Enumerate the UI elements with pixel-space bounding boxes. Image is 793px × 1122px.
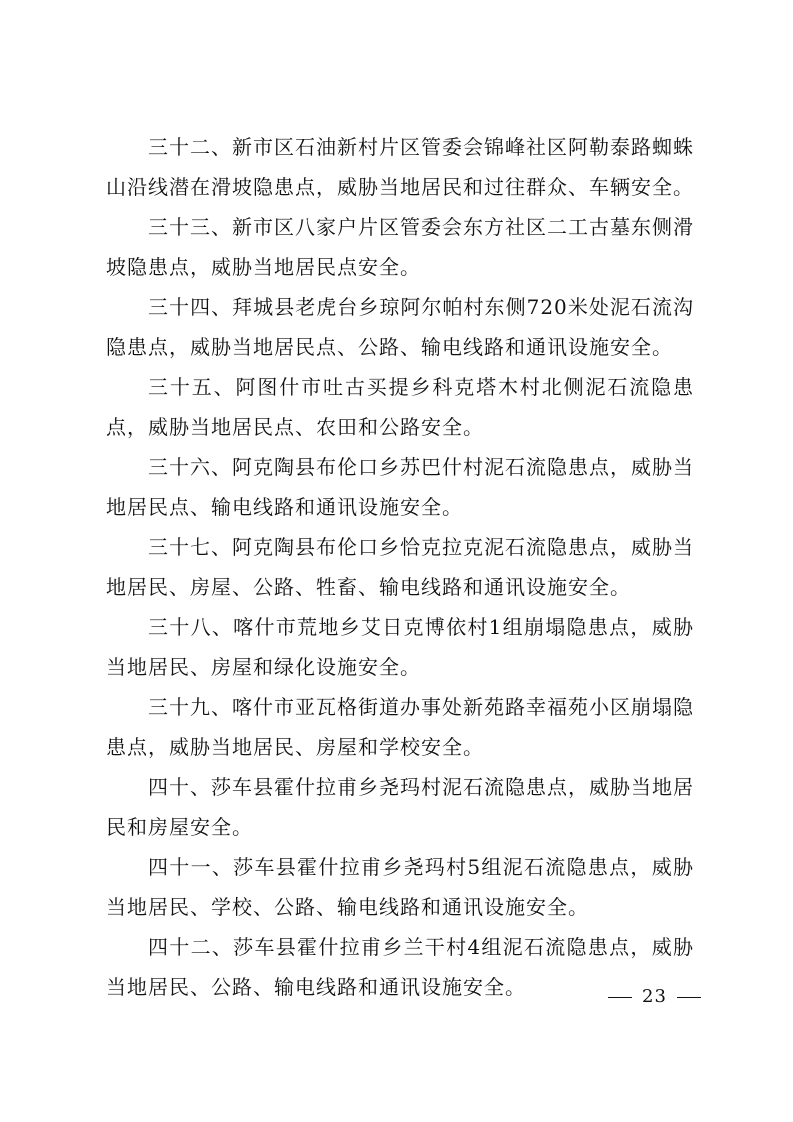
paragraph-40: 四十、莎车县霍什拉甫乡尧玛村泥石流隐患点，威胁当地居民和房屋安全。 [106, 775, 694, 839]
paragraph-39: 三十九、喀什市亚瓦格街道办事处新苑路幸福苑小区崩塌隐患点，威胁当地居民、房屋和学校安全。 [106, 695, 694, 759]
dash-right-decoration [677, 997, 701, 998]
paragraph-37: 三十七、阿克陶县布伦口乡恰克拉克泥石流隐患点，威胁当地居民、房屋、公路、牲畜、输电线路和通讯设施安全。 [106, 535, 694, 599]
paragraph-32: 三十二、新市区石油新村片区管委会锦峰社区阿勒泰路蜘蛛山沿线潜在滑坡隐患点，威胁当地居民和过往群众、车辆安全。 [106, 135, 694, 199]
body-text [106, 127, 694, 1007]
page-number-footer [608, 986, 701, 1007]
paragraph-36: 三十六、阿克陶县布伦口乡苏巴什村泥石流隐患点，威胁当地居民点、输电线路和通讯设施安全。 [106, 455, 694, 519]
paragraph-42: 四十二、莎车县霍什拉甫乡兰干村4组泥石流隐患点，威胁当地居民、公路、输电线路和通讯设施安全。 [106, 935, 694, 999]
page-content [106, 0, 694, 1122]
paragraph-34: 三十四、拜城县老虎台乡琼阿尔帕村东侧720米处泥石流沟隐患点，威胁当地居民点、公路、输电线路和通讯设施安全。 [106, 295, 694, 359]
paragraph-41: 四十一、莎车县霍什拉甫乡尧玛村5组泥石流隐患点，威胁当地居民、学校、公路、输电线路和通讯设施安全。 [106, 855, 694, 919]
page-number: 23 [642, 986, 667, 1007]
dash-left-decoration [608, 997, 632, 998]
paragraph-33: 三十三、新市区八家户片区管委会东方社区二工古墓东侧滑坡隐患点，威胁当地居民点安全。 [106, 215, 694, 279]
paragraph-35: 三十五、阿图什市吐古买提乡科克塔木村北侧泥石流隐患点，威胁当地居民点、农田和公路安全。 [106, 375, 694, 439]
paragraph-38: 三十八、喀什市荒地乡艾日克博依村1组崩塌隐患点，威胁当地居民、房屋和绿化设施安全。 [106, 615, 694, 679]
